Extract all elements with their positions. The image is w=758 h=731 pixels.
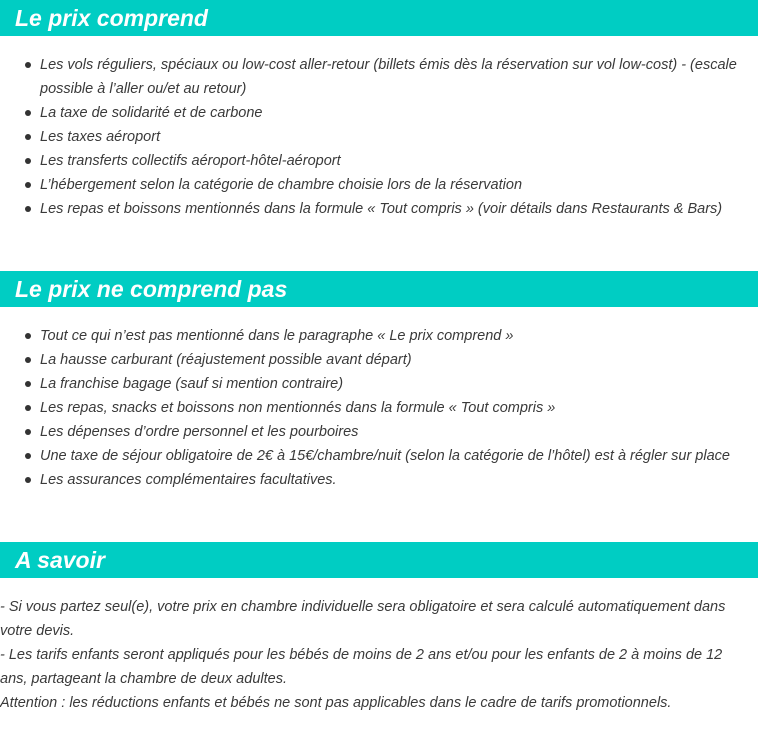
- list-item: L’hébergement selon la catégorie de chambre choisie lors de la réservation: [0, 173, 758, 197]
- list-item: Tout ce qui n’est pas mentionné dans le paragraphe « Le prix comprend »: [0, 324, 758, 348]
- list-item: La franchise bagage (sauf si mention contraire): [0, 372, 758, 396]
- not-included-list: [0, 324, 758, 492]
- list-item: Les assurances complémentaires facultatives.: [0, 468, 758, 492]
- list-item: Les taxes aéroport: [0, 125, 758, 149]
- section-not-included: [0, 271, 758, 492]
- info-paragraph: - Si vous partez seul(e), votre prix en chambre individuelle sera obligatoire et sera calculé automatiquement dans votre devis.: [0, 599, 726, 639]
- info-paragraph: Attention : les réductions enfants et bébés ne sont pas applicables dans le cadre de tarifs promotionnels.: [0, 695, 672, 711]
- list-item: Les repas et boissons mentionnés dans la formule « Tout compris » (voir détails dans Restaurants & Bars): [0, 197, 758, 221]
- section-title: Le prix comprend: [0, 0, 758, 36]
- info-paragraphs: [0, 595, 758, 715]
- list-item: Les transferts collectifs aéroport-hôtel-aéroport: [0, 149, 758, 173]
- list-item: Les dépenses d’ordre personnel et les pourboires: [0, 420, 758, 444]
- section-included: [0, 0, 758, 221]
- list-item: Les repas, snacks et boissons non mentionnés dans la formule « Tout compris »: [0, 396, 758, 420]
- included-list: [0, 53, 758, 221]
- list-item: La taxe de solidarité et de carbone: [0, 101, 758, 125]
- list-item: Les vols réguliers, spéciaux ou low-cost aller-retour (billets émis dès la réservation sur vol low-cost) - (escale possible à l’aller ou/et au retour): [0, 53, 758, 101]
- info-paragraph: - Les tarifs enfants seront appliqués pour les bébés de moins de 2 ans et/ou pour les enfants de 2 à moins de 12 ans, partageant la chambre de deux adultes.: [0, 647, 723, 687]
- list-item: Une taxe de séjour obligatoire de 2€ à 15€/chambre/nuit (selon la catégorie de l’hôtel) est à régler sur place: [0, 444, 758, 468]
- section-title: Le prix ne comprend pas: [0, 271, 758, 307]
- section-title: A savoir: [0, 542, 758, 578]
- section-good-to-know: [0, 542, 758, 715]
- list-item: La hausse carburant (réajustement possible avant départ): [0, 348, 758, 372]
